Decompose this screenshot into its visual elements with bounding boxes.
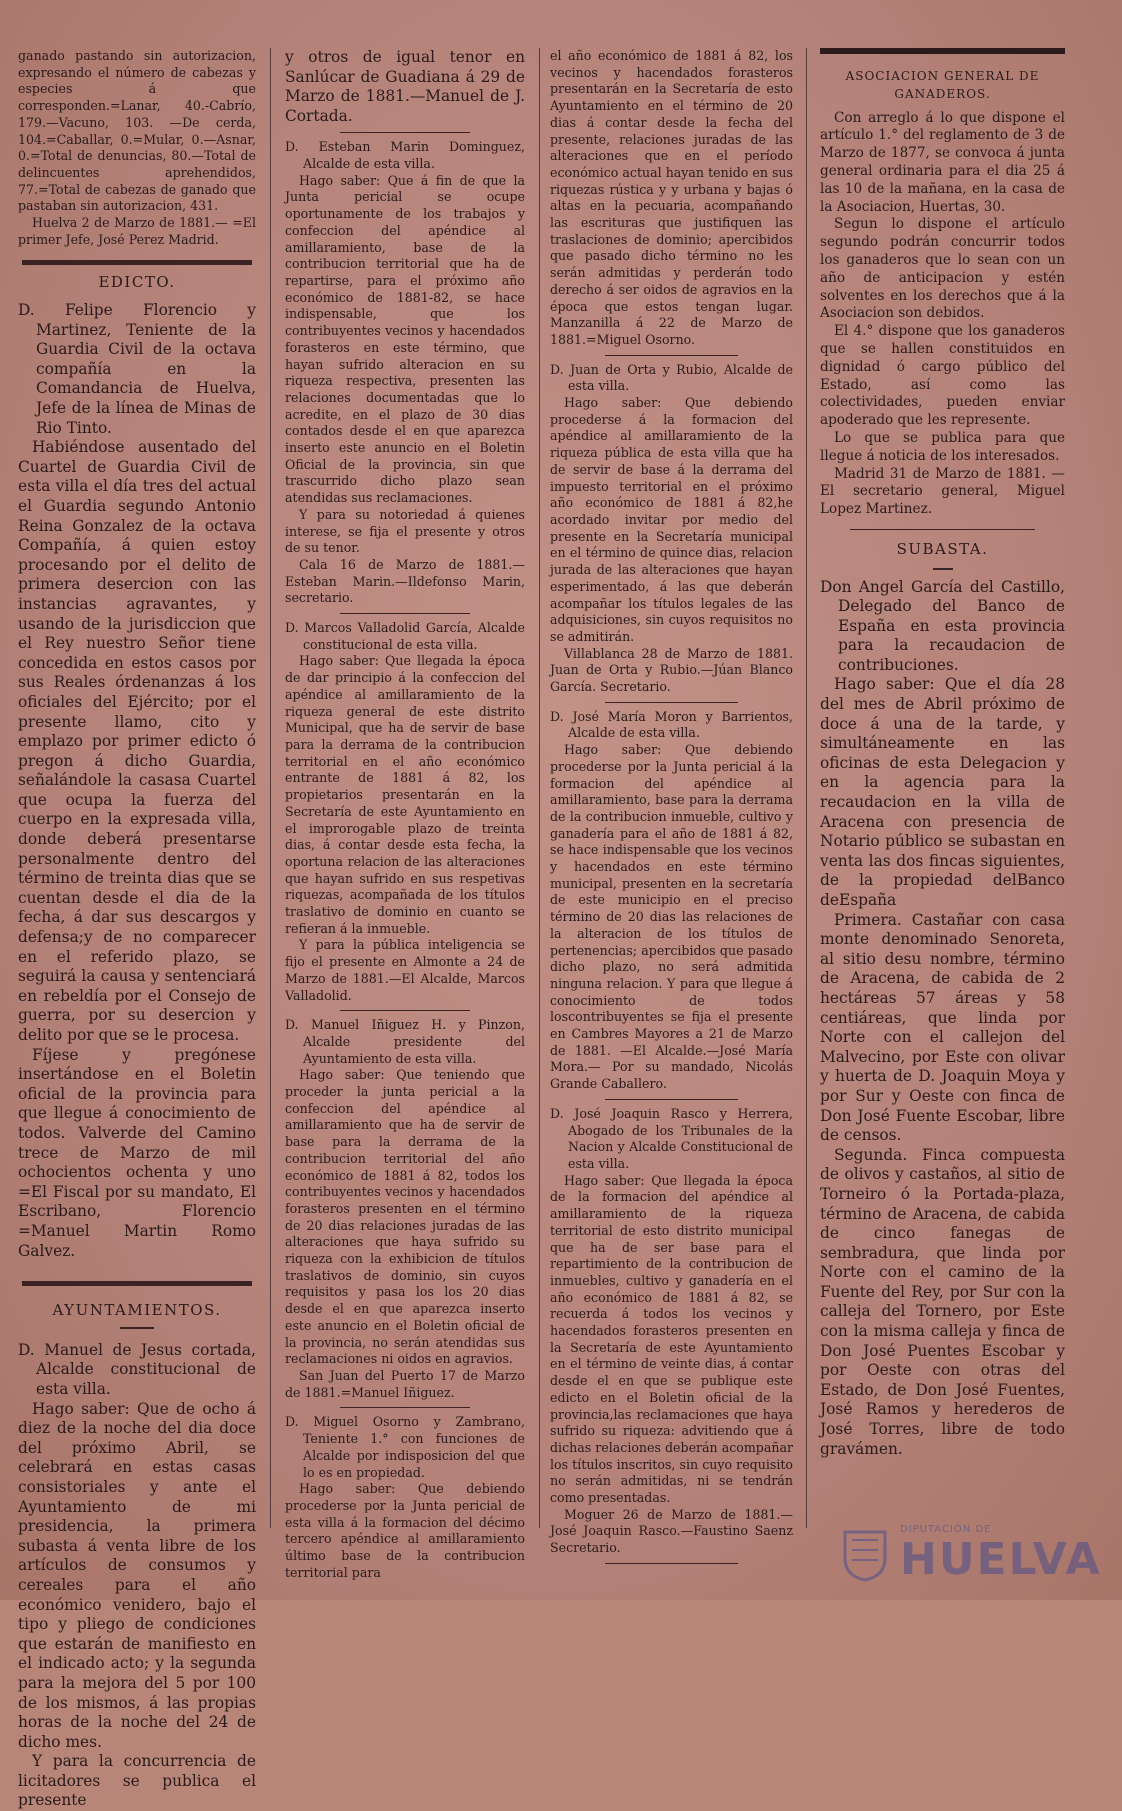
divider: [340, 1407, 470, 1408]
divider: [605, 1099, 738, 1100]
paragraph: Con arreglo á lo que dispone el artículo 1.° del reglamento de 3 de Marzo de 1877, se convoca á junta general ordinaria para el dia 25 á las 10 de la mañana, en la casa de la Asociacion, Huertas, 30.: [820, 109, 1065, 215]
column-3: [550, 48, 793, 1570]
column-divider: [806, 48, 807, 1528]
watermark-title: HUELVA: [900, 1534, 1102, 1585]
watermark-caption: DIPUTACIÓN DE: [900, 1524, 992, 1535]
section-heading-asociacion: ASOCIACION GENERAL DE GANADEROS.: [845, 69, 1040, 101]
paragraph: Hago saber: Que á fin de que la Junta pericial se ocupe oportunamente de los trabajos y confeccion del apéndice al amillaramiento, base de la contribucion territorial que ha de repartirse, para el próximo año económico de 1881-82, se hace indispensable, que los contribuyentes vecinos y hacendados forasteros en este término, que hayan sufrido alteracion en su riqueza respectiva, presenten las relaciones documentadas que lo acredite, en el plazo de 30 dias contados desde el en que aparezca inserto este anuncio en el Boletin Oficial de la provincia, sin que trascurrido dicho plazo sean atendidas sus reclamaciones.: [285, 172, 525, 506]
paragraph: Y para la pública inteligencia se fijo el presente en Almonte a 24 de Marzo de 1881.—El Alcalde, Marcos Valladolid.: [285, 937, 525, 1003]
paragraph: Madrid 31 de Marzo de 1881. — El secretario general, Miguel Lopez Martinez.: [820, 465, 1065, 518]
divider: [120, 1327, 154, 1329]
paragraph: D. Esteban Marin Dominguez, Alcalde de esta villa.: [285, 139, 525, 172]
paragraph: D. Manuel de Jesus cortada, Alcalde constitucional de esta villa.: [18, 1340, 256, 1399]
paragraph: Hago saber: Que llegada la época de dar principio á la confeccion del apéndice al amillaramiento de la riqueza general de este distrito Municipal, que ha de servir de base para la derrama de la contribucion territorial en el año económico entrante de 1881 á 82, los propietarios presentarán en la Secretaría de este Ayuntamiento en el improrogable plazo de treinta dias, á contar desde esta fecha, la oportuna relacion de las alteraciones que hayan sufrido en sus respetivas riquezas, acompañada de los títulos traslativo de dominio en cuanto se refieran á la inmueble.: [285, 653, 525, 936]
paragraph: Hago saber: Que teniendo que proceder la junta pericial a la confeccion del apéndice al amillaramiento que ha de servir de base para la derrama de la contribucion territorial del año económico de 1881 á 82, todos los contribuyentes vecinos y hacendados forasteros presenten en el término de 20 dias relaciones juradas de las alteraciones que haya sufrido su riqueza con la exhibicion de títulos traslativos de dominio, sin cuyos requisitos y pasa los los 20 dias desde el en que aparezca inserto este anuncio en el Boletin oficial de la provincia, no serán atendidas sus reclamaciones ni oidos en agravios.: [285, 1067, 525, 1367]
paragraph: D. Marcos Valladolid García, Alcalde constitucional de esta villa.: [285, 620, 525, 652]
column-1: [18, 48, 256, 1811]
paragraph: Hago saber: Que de ocho á diez de la noche del dia doce del próximo Abril, se celebrará en estas casas consistoriales y ante el Ayuntamiento de mi presidencia, la primera subasta á venta libre de los artículos de consumos y cereales para el año económico venidero, bajo el tipo y pliego de condiciones que estarán de manifiesto en el indicado acto; y la segunda para la mejora del 5 por 100 de los mismos, á las propias horas de la noche del 24 de dicho mes.: [18, 1399, 256, 1751]
section-heading-subasta: SUBASTA.: [896, 539, 989, 558]
paragraph: Habiéndose ausentado del Cuartel de Guardia Civil de esta villa el día tres del actual el Guardia segundo Antonio Reina Gonzalez de la octava Compañía, á quien estoy procesando por el delito de primera desercion con las instancias agravantes, y usando de la jurisdiccion que el Rey nuestro Señor tiene concedida en estos casos por sus Reales órdenanzas á los oficiales del Ejército; por el presente llamo, cito y emplazo por primer edicto ó pregon á dicho Guardia, señalándole la casasa Cuartel que ocupa la fuerza del cuerpo en la expresada villa, donde deberá presentarse personalmente dentro del término de treinta dias que se cuentan desde el dia de la fecha, á dar sus descargos y defensa;y de no comparecer en el referido plazo, se seguirá la causa y sentenciará en rebeldía por el Consejo de guerra, por su desercion y delito por que se le procesa.: [18, 438, 256, 1044]
paragraph: D. Felipe Florencio y Martinez, Teniente de la Guardia Civil de la octava compañía en la Comandancia de Huelva, Jefe de la línea de Minas de Rio Tinto.: [18, 301, 256, 437]
paragraph: D. José Joaquin Rasco y Herrera, Abogado de los Tribunales de la Nacion y Alcalde Constitucional de esta villa.: [550, 1105, 793, 1171]
paragraph: Moguer 26 de Marzo de 1881.—José Joaquin Rasco.—Faustino Saenz Secretario.: [550, 1506, 793, 1556]
paragraph: D. Miguel Osorno y Zambrano, Teniente 1.° con funciones de Alcalde por indisposicion del que lo es en propiedad.: [285, 1414, 525, 1480]
paragraph: D. Manuel Iñiguez H. y Pinzon, Alcalde presidente del Ayuntamiento de esta villa.: [285, 1017, 525, 1066]
coat-of-arms-icon: [840, 1526, 890, 1582]
paragraph: D. Juan de Orta y Rubio, Alcalde de esta villa.: [550, 361, 793, 394]
paragraph: Don Angel García del Castillo, Delegado del Banco de España en esta provincia para la recaudacion de contribuciones.: [820, 577, 1065, 674]
column-divider: [539, 48, 540, 1528]
paragraph: Villablanca 28 de Marzo de 1881. Juan de Orta y Rubio.—Júan Blanco García. Secretario.: [550, 645, 793, 695]
divider: [605, 702, 738, 703]
paragraph: Cala 16 de Marzo de 1881.— Esteban Marin.—Ildefonso Marin, secretario.: [285, 556, 525, 606]
paragraph: Y para la concurrencia de licitadores se publica el presente: [18, 1752, 256, 1810]
section-rule: [22, 260, 252, 265]
paragraph: ganado pastando sin autorizacion, expresando el número de cabezas y especies á que corresponden.=Lanar, 40.-Cabrío, 179.—Vacuno, 103. —De cerda, 104.=Caballar, 0.=Mular, 0.—Asnar, 0.=Total de denuncias, 80.—Total de delincuentes aprehendidos, 77.=Total de cabezas de ganado que pastaban sin autorizacion, 431.: [18, 48, 256, 214]
paragraph: Hago saber: Que debiendo procederse por la Junta pericial á la formacion del apéndice al amillaramiento, base para la derrama de la contribucion inmueble, cultivo y ganadería para el año de 1881 á 82, se hace indispensable que los vecinos y hacendados en este término municipal, presenten en la secretaría de este municipio en el preciso término de 20 dias las relaciones de la alteracion de los títulos de pertenencias; apercibidos que pasado dicho plazo, no será admitida ninguna relacion. Y para que llegue á conocimiento de todos loscontribuyentes se fija el presente en Cambres Mayores a 21 de Marzo de 1881. —El Alcalde.—José María Mora.— Por su mandado, Nicolás Grande Caballero.: [550, 742, 793, 1092]
paragraph: Y para su notoriedad á quienes interese, se fija el presente y otros de su tenor.: [285, 506, 525, 556]
divider: [605, 1563, 738, 1564]
paragraph: El 4.° dispone que los ganaderos que se hallen constituidos en dignidad ó cargo público del Estado, así como las colectividades, pueden enviar apoderado que les represente.: [820, 323, 1065, 429]
column-divider: [270, 48, 271, 1528]
paragraph: Lo que se publica para que llegue á noticia de los interesados.: [820, 429, 1065, 464]
column-2: [285, 48, 525, 1581]
divider: [933, 568, 953, 570]
paragraph: Hago saber: Que llegada la época de la formacion del apéndice al amillaramiento de la riqueza territorial de esto distrito municipal que ha de ser base para el repartimiento de la contribucion de inmuebles, cultivo y ganadería en el año económico de 1881 á 82, se recuerda á todos los vecinos y hacendados forasteros presenten en la Secretaría de este Ayuntamiento en el término de veinte dias, á contar desde el en que se publique este edicto en el Boletin oficial de la provincia,las reclamaciones que haya sufrido su riqueza: advitiendo que á dichas relaciones deberán acompañar los títulos inscritos, sin cuyo requisito no serán admitidas, ni se tendrán como presentadas.: [550, 1172, 793, 1506]
archive-watermark: [840, 1520, 1100, 1590]
divider: [850, 529, 1035, 530]
paragraph: Hago saber: Que debiendo procederse por la Junta pericial de esta villa á la formacion del décimo tercero apéndice al amillaramiento último base de la contribucion territorial para: [285, 1481, 525, 1580]
column-4: [820, 48, 1065, 1459]
divider: [340, 1010, 470, 1011]
paragraph: Segunda. Finca compuesta de olivos y castaños, al sitio de Torneiro ó la Portada-plaza, término de Aracena, de cabida de cinco fanegas de sembradura, que linda por Norte con el camino de la Fuente del Rey, por Sur con la calleja del Tornero, por Este con la misma calleja y finca de Don José Puentes Escobar y por Oeste con otras del Estado, de Don José Fuentes, José Ramos y herederos de José Torres, libre de todo gravámen.: [820, 1145, 1065, 1458]
paragraph: Huelva 2 de Marzo de 1881.— =El primer Jefe, José Perez Madrid.: [18, 215, 256, 247]
paragraph: Hago saber: Que el día 28 del mes de Abril próximo de doce á una de la tarde, y simultáneamente en las oficinas de esta Delegacion y en la agencia para la recaudacion en la villa de Aracena con presencia de Notario público se subastan en venta las dos fincas siguientes, de la propiedad delBanco deEspaña: [820, 675, 1065, 910]
paragraph: Primera. Castañar con casa monte denominado Senoreta, al sitio desu nombre, término de Aracena, de cabida de 2 hectáreas 57 áreas y 58 centiáreas, que linda por Norte con el callejon del Malvecino, por Este con olivar y huerta de D. Joaquin Moya y por Sur y Oeste con finca de Don José Fuente Escobar, libre de censos.: [820, 910, 1065, 1145]
section-rule: [22, 1281, 252, 1286]
paragraph: Hago saber: Que debiendo procederse á la formacion del apéndice al amillaramiento de la riqueza pública de esta villa que ha de servir de base á la derrama del impuesto territorial en el próximo año económico de 1881 á 82,he acordado invitar por medio del presente en la Secretaría municipal en el término de quince dias, relacion jurada de las alteraciones que hayan esperimentado, á las que deberán acompañar los títulos legales de las adquisiciones, sin cuyos requisitos no se admitirán.: [550, 395, 793, 644]
divider: [605, 355, 738, 356]
paragraph: D. José María Moron y Barrientos, Alcalde de esta villa.: [550, 708, 793, 741]
paragraph: Fíjese y pregónese insertándose en el Boletin oficial de la provincia para que llegue á conocimiento de todos. Valverde del Camino trece de Marzo de mil ochocientos ochenta y uno =El Fiscal por su mandato, El Escribano, Florencio =Manuel Martin Romo Galvez.: [18, 1045, 256, 1260]
paragraph: Segun lo dispone el artículo segundo podrán concurrir todos los ganaderos que lo sean con un año de anticipacion y estén solventes en los derechos que á la Asociacion son debidos.: [820, 216, 1065, 322]
section-heading-ayuntamientos: AYUNTAMIENTOS.: [52, 1301, 222, 1320]
divider: [340, 132, 470, 133]
divider: [340, 613, 470, 614]
paragraph: el año económico de 1881 á 82, los vecinos y hacendados forasteros presentarán en la Secretaría de esto Ayuntamiento en el término de 20 dias á contar desde la fecha del presente, relaciones juradas de las alteraciones que en el período económico actual hayan tenido en sus riquezas rústica y y urbana y bajas ó altas en la pecuaria, acompañando las escrituras que justifiquen las traslaciones de dominio; apercibidos que pasado dicho término no les serán admitidas y perderán todo derecho á ser oidos de agravios en la época que estos tengan lugar. Manzanilla á 22 de Marzo de 1881.=Miguel Osorno.: [550, 48, 793, 347]
paragraph: San Juan del Puerto 17 de Marzo de 1881.=Manuel Iñiguez.: [285, 1368, 525, 1400]
paragraph: y otros de igual tenor en Sanlúcar de Guadiana á 29 de Marzo de 1881.—Manuel de J. Cortada.: [285, 48, 525, 125]
section-heading-edicto: EDICTO.: [98, 273, 176, 292]
section-rule: [820, 48, 1065, 54]
